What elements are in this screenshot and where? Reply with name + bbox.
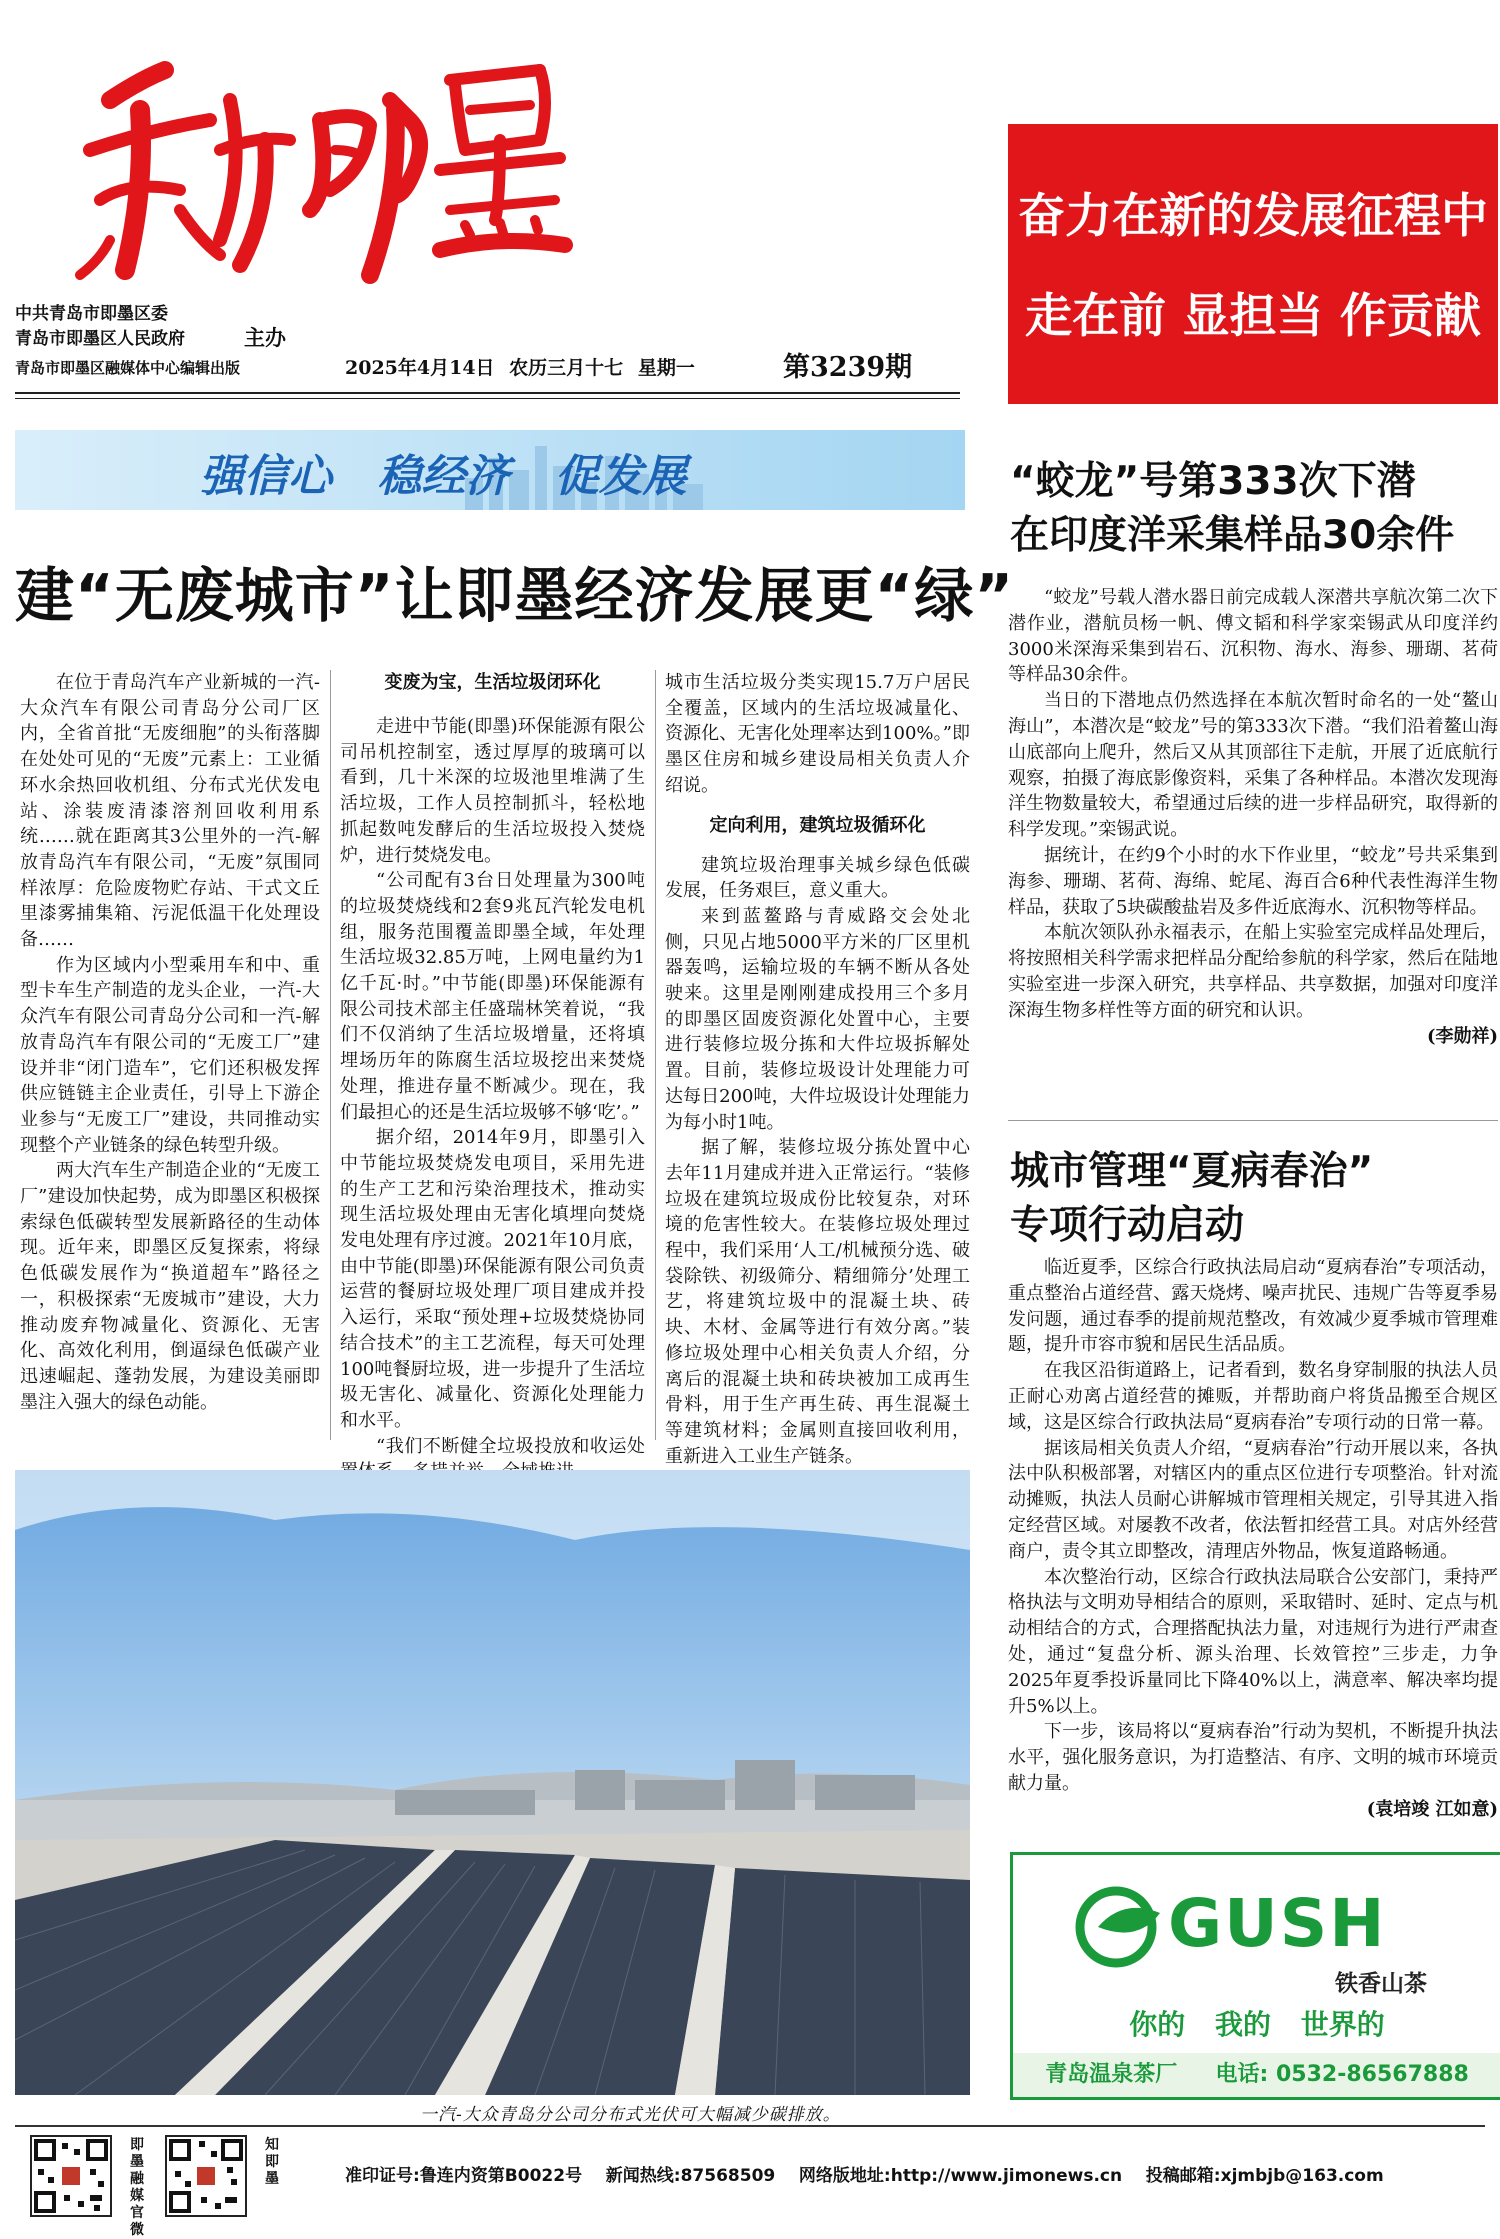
- paragraph: 作为区域内小型乘用车和中、重型卡车生产制造的龙头企业，一汽-大众汽车有限公司青岛分公司和一汽-解放青岛汽车有限公司的“无废工厂”建设并非“闭门造车”，它们还积极发挥供应链链主企业责任，引导上下游企业参与“无废工厂”建设，共同推动实现整个产业链条的绿色转型升级。: [20, 954, 320, 1156]
- lead-column-2: [340, 670, 645, 1485]
- paragraph: “公司配有3台日处理量为300吨的垃圾焚烧线和2套9兆瓦汽轮发电机组，服务范围覆盖即墨全域，年处理生活垃圾32.85万吨，上网电量约为1亿千瓦·时。”中节能(即墨)环保能源有限公司技术部主任盛瑞林笑着说，“我们不仅消纳了生活垃圾增量，还将填埋场历年的陈腐生活垃圾挖出来焚烧处理，推进存量不断减少。现在，我们最担心的还是生活垃圾够不够‘吃’。”: [340, 870, 645, 1123]
- license-number: 鲁连内资第B0022号: [419, 2166, 583, 2186]
- site-link[interactable]: http://www.jimonews.cn: [890, 2166, 1123, 2186]
- lead-headline: 建“无废城市”让即墨经济发展更“绿”: [15, 561, 1015, 630]
- paragraph: “我们不断健全垃圾投放和收运处: [376, 1435, 645, 1457]
- solar-roof-photo: [15, 1470, 970, 2095]
- headline-line: 专项行动启动: [1010, 1203, 1245, 1248]
- column-divider: [655, 670, 656, 1440]
- story3-headline: [1010, 1145, 1500, 1253]
- paragraph: 在位于青岛汽车产业新城的一汽-大众汽车有限公司青岛分公司厂区内，全省首批“无废细胞”的头衔落脚在处处可见的“无废”元素上：工业循环水余热回收机组、分布式光伏发电站、涂装废清漆溶剂回收利用系统……就在距离其3公里外的一汽-解放青岛汽车有限公司，“无废”氛围同样浓厚：危险废物贮存站、干式文丘里漆雾捕集箱、污泥低温干化处理设备……: [20, 672, 320, 951]
- newspaper-logo: [70, 40, 580, 290]
- tea-name: 铁香山茶: [1335, 1971, 1427, 1997]
- paragraph: 在我区沿街道路上，记者看到，数名身穿制服的执法人员正耐心劝离占道经营的摊贩，并帮助商户将货品搬至合规区域，这是区综合行政执法局“夏病春治”专项行动的日常一幕。: [1008, 1360, 1498, 1433]
- org-line: 青岛市即墨区人民政府: [15, 329, 185, 349]
- lead-column-3: [665, 670, 970, 1495]
- site-label: 网络版地址:: [798, 2166, 891, 2186]
- paragraph: 临近夏季，区综合行政执法局启动“夏病春治”专项活动，重点整治占道经营、露天烧烤、噪声扰民、违规广告等夏季易发问题，通过春季的提前规范整改，有效减少夏季城市管理难题，提升市容市貌和居民生活品质。: [1008, 1257, 1498, 1356]
- date: 2025年4月14日: [345, 357, 495, 379]
- ad-contact: [1013, 2053, 1500, 2097]
- byline: (袁培竣 江如意): [1366, 1798, 1498, 1820]
- lunar-date: 农历三月十七: [509, 357, 624, 379]
- brand-name: GUSH: [1168, 1885, 1387, 1962]
- paragraph: 两大汽车生产制造企业的“无废工厂”建设加快起势，成为即墨区积极探索绿色低碳转型发展新路径的生动体现。近年来，即墨区反复探索，将绿色低碳发展作为“换道超车”路径之一，积极探索“无废城市”建设，大力推动废弃物减量化、资源化、无害化、高效化利用，倒逼绿色低碳产业迅速崛起、蓬勃发展，为建设美丽即墨注入强大的绿色动能。: [20, 1160, 320, 1413]
- qr-code-icon: [32, 2137, 110, 2215]
- paragraph: 当日的下潜地点仍然选择在本航次暂时命名的一处“鳌山海山”，本潜次是“蛟龙”号的第333次下潜。“我们沿着鳌山海山底部向上爬升，然后又从其顶部往下走航，开展了近底航行观察，拍摄了海底影像资料，采集了各种样品。本潜次发现海洋生物数量较大，希望通过后续的进一步样品研究，取得新的科学发现。”栾锡武说。: [1008, 690, 1498, 841]
- page-footer: [15, 2125, 1485, 2238]
- slogan-line: 走在前 显担当 作贡献: [1025, 289, 1481, 344]
- tea-advertisement: [1010, 1852, 1500, 2100]
- headline-line: 城市管理“夏病春治”: [1010, 1149, 1374, 1194]
- section-subhead: 变废为宝，生活垃圾闭环化: [384, 672, 601, 693]
- issue-number: 第3239期: [783, 352, 913, 383]
- paragraph: 据统计，在约9个小时的水下作业里，“蛟龙”号共采集到海参、珊瑚、茗荷、海绵、蛇尾、海百合6种代表性海洋生物样品，获取了5块碳酸盐岩及多件近底海水、沉积物等样品。: [1008, 844, 1498, 918]
- weekday: 星期一: [637, 357, 695, 379]
- banner-text: 强信心 稳经济 促发展: [200, 451, 687, 502]
- email-label: 投稿邮箱:: [1145, 2166, 1221, 2186]
- paragraph: 城市生活垃圾分类实现15.7万户居民全覆盖，区域内的生活垃圾减量化、资源化、无害化处理率达到100%。”即墨区住房和城乡建设局相关负责人介绍说。: [665, 672, 970, 796]
- paragraph: “蛟龙”号载人潜水器日前完成载人深潜共享航次第二次下潜作业，潜航员杨一帆、傅文韬和科学家栾锡武从印度洋约3000米深海采集到岩石、沉积物、海水、海参、珊瑚、茗荷等样品30余件。: [1008, 587, 1498, 686]
- paragraph: 来到蓝鳌路与青威路交会处北侧，只见占地5000平方米的厂区里机器轰鸣，运输垃圾的车辆不断从各处驶来。这里是刚刚建成投用三个多月的即墨区固废资源化处置中心，主要进行装修垃圾分拣和大件垃圾拆解处置。目前，装修垃圾设计处理能力可达每日200吨，大件垃圾设计处理能力为每小时1吨。: [665, 905, 970, 1133]
- photo-caption: 一汽-大众青岛分公司分布式光伏可大幅减少碳排放。: [420, 2105, 841, 2125]
- story2-body: [1008, 585, 1498, 1049]
- headline-line: 在印度洋采集样品30余件: [1010, 513, 1455, 558]
- photo-illustration-icon: [15, 1470, 970, 2095]
- org-line: 中共青岛市即墨区委: [15, 304, 168, 324]
- email-link[interactable]: xjmbjb@163.com: [1220, 2166, 1384, 2186]
- paragraph: 下一步，该局将以“夏病春治”行动为契机，不断提升执法水平，强化服务意识，为打造整洁、有序、文明的城市环境贡献力量。: [1008, 1721, 1498, 1794]
- phone-number: 0532-86567888: [1275, 2062, 1469, 2087]
- qr-code-icon: [167, 2137, 245, 2215]
- qr-code[interactable]: [30, 2135, 112, 2217]
- phone-label: 电话:: [1215, 2062, 1269, 2087]
- dateline: [345, 353, 695, 380]
- story3-body: [1008, 1255, 1498, 1823]
- sponsor-label: 主办: [244, 326, 286, 350]
- footer-info: [345, 2161, 1384, 2186]
- org-line: 青岛市即墨区融媒体中心编辑出版: [15, 359, 241, 377]
- story-divider: [1008, 1120, 1498, 1121]
- paragraph: 走进中节能(即墨)环保能源有限公司吊机控制室，透过厚厚的玻璃可以看到，几十米深的垃圾池里堆满了生活垃圾，工作人员控制抓斗，轻松地抓起数吨发酵后的生活垃圾投入焚烧炉，进行焚烧发电。: [340, 716, 645, 866]
- license-label: 准印证号:: [345, 2166, 420, 2186]
- section-subhead: 定向利用，建筑垃圾循环化: [709, 814, 926, 836]
- hotline-label: 新闻热线:: [605, 2166, 681, 2186]
- company-name: 青岛温泉茶厂: [1045, 2062, 1178, 2087]
- headline-line: “蛟龙”号第333次下潜: [1010, 459, 1416, 504]
- tea-leaf-icon: [1068, 1883, 1168, 1968]
- paragraph: 据该局相关负责人介绍，“夏病春治”行动开展以来，各执法中队积极部署，对辖区内的重点区位进行专项整治。针对流动摊贩，执法人员耐心讲解城市管理相关规定，引导其进入指定经营区域。对屡教不改者，依法暂扣经营工具。对店外经营商户，责令其立即整改，清理店外物品，恢复道路畅通。: [1008, 1437, 1498, 1562]
- slogan-line: 奋力在新的发展征程中: [1018, 189, 1488, 244]
- theme-banner: [15, 430, 965, 510]
- lead-column-1: [20, 670, 320, 1415]
- paragraph: 建筑垃圾治理事关城乡绿色低碳发展，任务艰巨，意义重大。: [665, 854, 970, 902]
- paragraph: 本航次领队孙永福表示，在船上实验室完成样品处理后，将按照相关科学需求把样品分配给参航的科学家，然后在陆地实验室进一步深入研究，共享样品、共享数据，加强对印度洋深海生物多样性等方面的研究和认识。: [1008, 922, 1498, 1021]
- paragraph: 据了解，装修垃圾分拣处置中心去年11月建成并进入正常运行。“装修垃圾在建筑垃圾成份比较复杂，对环境的危害性较大。在装修垃圾处理过程中，我们采用‘人工/机械预分选、破袋除铁、初级筛分、精细筛分’处理工艺，将建筑垃圾中的混凝土块、砖块、木材、金属等进行有效分离。”装修垃圾处理中心相关负责人介绍，分离后的混凝土块和砖块被加工成再生骨料，用于生产再生砖、再生混凝土等建筑材料；金属则直接回收利用，重新进入工业生产链条。: [665, 1137, 970, 1467]
- paragraph: 据介绍，2014年9月，即墨引入中节能垃圾焚烧发电项目，采用先进的生产工艺和污染治理技术，推动实现生活垃圾处理由无害化填埋向焚烧发电处理有序过渡。2021年10月底，由中节能(即墨)环保能源有限公司负责运营的餐厨垃圾处理厂项目建成并投入运行，采取“预处理+垃圾焚烧协同结合技术”的主工艺流程，每天可处理100吨餐厨垃圾，进一步提升了生活垃圾无害化、减量化、资源化处理能力和水平。: [340, 1127, 645, 1431]
- slogan-box: [1008, 124, 1498, 404]
- paragraph: 本次整治行动，区综合行政执法局联合公安部门，秉持严格执法与文明劝导相结合的原则，采取错时、延时、定点与机动相结合的方式，合理搭配执法力量，对违规行为进行严肃查处，通过“复盘分析、源头治理、长效管控”三步走，力争2025年夏季投诉量同比下降40%以上，满意率、解决率均提升5%以上。: [1008, 1566, 1498, 1717]
- hotline-number: 87568509: [680, 2166, 776, 2186]
- story2-headline: [1010, 455, 1500, 563]
- ad-motto: 你的 我的 世界的: [1129, 2008, 1385, 2041]
- qr-label: 即墨融媒官微: [130, 2137, 144, 2238]
- qr-code[interactable]: [165, 2135, 247, 2217]
- masthead-rule: [15, 392, 960, 394]
- qr-label: 知即墨: [265, 2137, 279, 2187]
- column-divider: [330, 670, 331, 1440]
- byline: (李勋祥): [1426, 1025, 1498, 1047]
- calligraphy-logo-icon: [70, 40, 580, 290]
- masthead-rule-thin: [15, 398, 960, 399]
